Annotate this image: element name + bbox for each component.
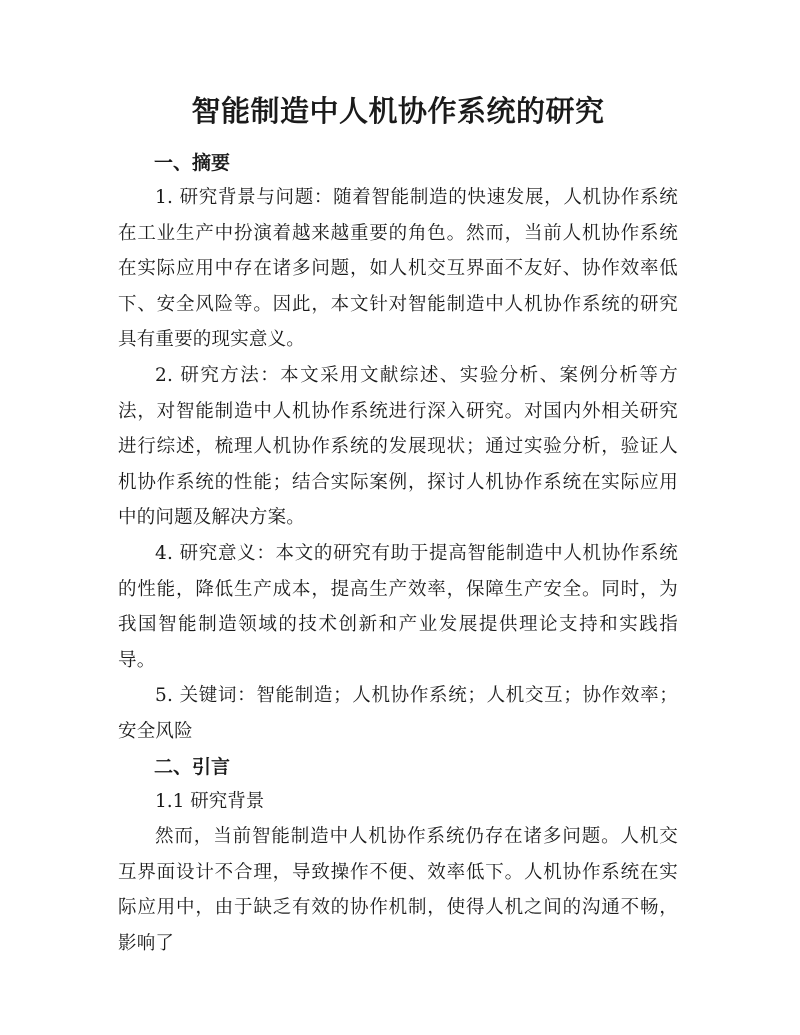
abstract-paragraph-1: 1. 研究背景与问题：随着智能制造的快速发展，人机协作系统在工业生产中扮演着越来越重要的角色。然而，当前人机协作系统在实际应用中存在诸多问题，如人机交互界面不友好、协作效率低下、安全风险等。因此，本文针对智能制造中人机协作系统的研究具有重要的现实意义。 <box>118 187 678 351</box>
abstract-paragraph-2: 2. 研究方法：本文采用文献综述、实验分析、案例分析等方法，对智能制造中人机协作系统进行深入研究。对国内外相关研究进行综述，梳理人机协作系统的发展现状；通过实验分析，验证人机协作系统的性能；结合实际案例，探讨人机协作系统在实际应用中的问题及解决方案。 <box>118 364 678 529</box>
intro-heading: 二、引言 <box>154 755 231 778</box>
abstract-heading: 一、摘要 <box>154 152 231 174</box>
abstract-paragraph-4: 4. 研究意义：本文的研究有助于提高智能制造中人机协作系统的性能，降低生产成本，提高生产效率，保障生产安全。同时，为我国智能制造领域的技术创新和产业发展提供理论支持和实践指导。 <box>118 542 678 671</box>
intro-subheading-1-1: 1.1 研究背景 <box>155 790 265 812</box>
document-title: 智能制造中人机协作系统的研究 <box>191 94 605 128</box>
abstract-keywords: 5. 关键词：智能制造；人机协作系统；人机交互；协作效率；安全风险 <box>118 685 678 742</box>
intro-paragraph-1: 然而，当前智能制造中人机协作系统仍存在诸多问题。人机交互界面设计不合理，导致操作不便、效率低下。人机协作系统在实际应用中，由于缺乏有效的协作机制，使得人机之间的沟通不畅，影响了 <box>118 826 678 954</box>
document-page <box>118 88 678 961</box>
